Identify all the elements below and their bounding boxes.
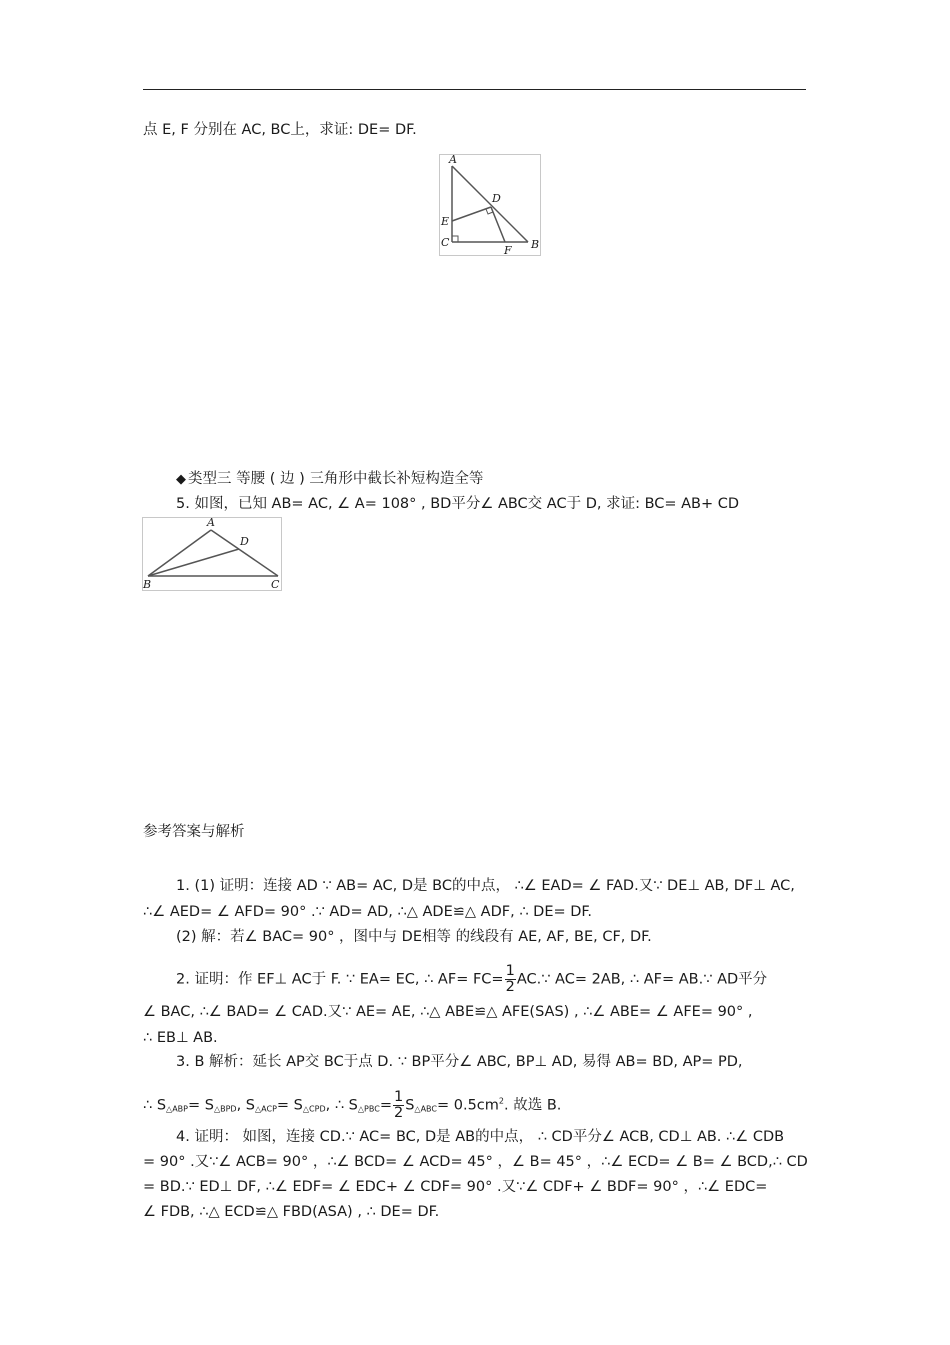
subscript: △PBC: [357, 1104, 380, 1114]
figure-triangle-acb: [439, 154, 541, 256]
answer-3-seg: =: [379, 1097, 392, 1114]
subscript: △CPD: [302, 1104, 326, 1114]
answer-4-line-4: ∠ FDB, ∴△ ECD≌△ FBD(ASA) , ∴ DE= DF.: [143, 1204, 440, 1220]
answer-3-seg: = 0.5cm: [436, 1097, 499, 1114]
answer-3-seg: ∴ S: [143, 1097, 167, 1114]
diamond-icon: ◆: [176, 472, 186, 487]
label-b: B: [531, 238, 540, 251]
fraction-denominator: 2: [505, 979, 515, 995]
label-a: A: [207, 517, 215, 529]
superscript: 2: [498, 1096, 504, 1106]
label-f: F: [504, 244, 512, 256]
subscript: △ABC: [414, 1104, 437, 1114]
answer-3-seg: = S: [187, 1097, 214, 1114]
header-rule: [143, 89, 806, 90]
answer-3-line-1: 3. B 解析：延长 AP交 BC于点 D. ∵ BP平分∠ ABC, BP⊥ AD, 易得 AB= BD, AP= PD,: [176, 1054, 743, 1070]
answer-1-line-3: (2) 解：若∠ BAC= 90° ，图中与 DE相等 的线段有 AE, AF, BE, CF, DF.: [176, 929, 652, 945]
problem5: 5. 如图，已知 AB= AC, ∠ A= 108° , BD平分∠ ABC交 AC于 D, 求证: BC= AB+ CD: [176, 496, 740, 512]
answer-3-seg: = S: [276, 1097, 303, 1114]
label-d: D: [492, 192, 501, 205]
answer-4-line-2: = 90° .又∵∠ ACB= 90° ，∴∠ BCD= ∠ ACD= 45° ，∠ B= 45° ，∴∠ ECD= ∠ B= ∠ BCD,∴ CD: [143, 1154, 808, 1170]
answer-3-seg: , S: [236, 1097, 256, 1114]
answer-4-line-3: = BD.∵ ED⊥ DF, ∴∠ EDF= ∠ EDC+ ∠ CDF= 90° .又∵∠ CDF+ ∠ BDF= 90° ，∴∠ EDC=: [143, 1179, 768, 1195]
label-c: C: [441, 236, 450, 249]
answer-4-line-1: 4. 证明： 如图，连接 CD.∵ AC= BC, D是 AB的中点， ∴ CD平分∠ ACB, CD⊥ AB. ∴∠ CDB: [176, 1129, 785, 1145]
subscript: △ABP: [166, 1104, 188, 1114]
answer-1-line-1: 1. (1) 证明：连接 AD ∵ AB= AC, D是 BC的中点， ∴∠ EAD= ∠ FAD.又∵ DE⊥ AB, DF⊥ AC,: [176, 878, 795, 894]
section3-title: [176, 469, 483, 490]
fraction-denominator: 2: [393, 1105, 404, 1121]
label-c: C: [271, 578, 280, 591]
fraction-numerator: 1: [505, 963, 515, 979]
subscript: △BPD: [213, 1104, 237, 1114]
fraction-half: [393, 1090, 404, 1121]
answer-3-line-2: [143, 1090, 561, 1121]
figure-triangle-abc: [142, 517, 282, 591]
fraction-half: [505, 964, 516, 995]
answer-2-text-a: 2. 证明：作 EF⊥ AC于 F. ∵ EA= EC, ∴ AF= FC=: [176, 971, 504, 988]
section3-title-text: 类型三 等腰 ( 边 ) 三角形中截长补短构造全等: [188, 471, 484, 487]
answers-heading: 参考答案与解析: [143, 824, 245, 840]
label-a: A: [449, 154, 457, 166]
answer-3-seg: , ∴ S: [325, 1097, 358, 1114]
answer-2-line-3: ∴ EB⊥ AB.: [143, 1030, 218, 1046]
fraction-numerator: 1: [393, 1089, 404, 1105]
label-b: B: [143, 578, 152, 591]
answer-3-seg: S: [405, 1097, 415, 1114]
answer-2-line-2: ∠ BAC, ∴∠ BAD= ∠ CAD.又∵ AE= AE, ∴△ ABE≌△ AFE(SAS) , ∴∠ ABE= ∠ AFE= 90° ,: [143, 1004, 753, 1020]
answer-2-text-b: AC.∵ AC= 2AB, ∴ AF= AB.∵ AD平分: [516, 971, 768, 988]
problem4-tail: 点 E, F 分别在 AC, BC上，求证: DE= DF.: [143, 122, 417, 138]
answer-2-line-1: [176, 964, 767, 995]
label-d: D: [240, 535, 249, 548]
label-e: E: [441, 215, 450, 228]
answer-3-seg: . 故选 B.: [504, 1097, 562, 1114]
subscript: △ACP: [255, 1104, 277, 1114]
answer-1-line-2: ∴∠ AED= ∠ AFD= 90° .∵ AD= AD, ∴△ ADE≌△ ADF, ∴ DE= DF.: [143, 904, 593, 920]
